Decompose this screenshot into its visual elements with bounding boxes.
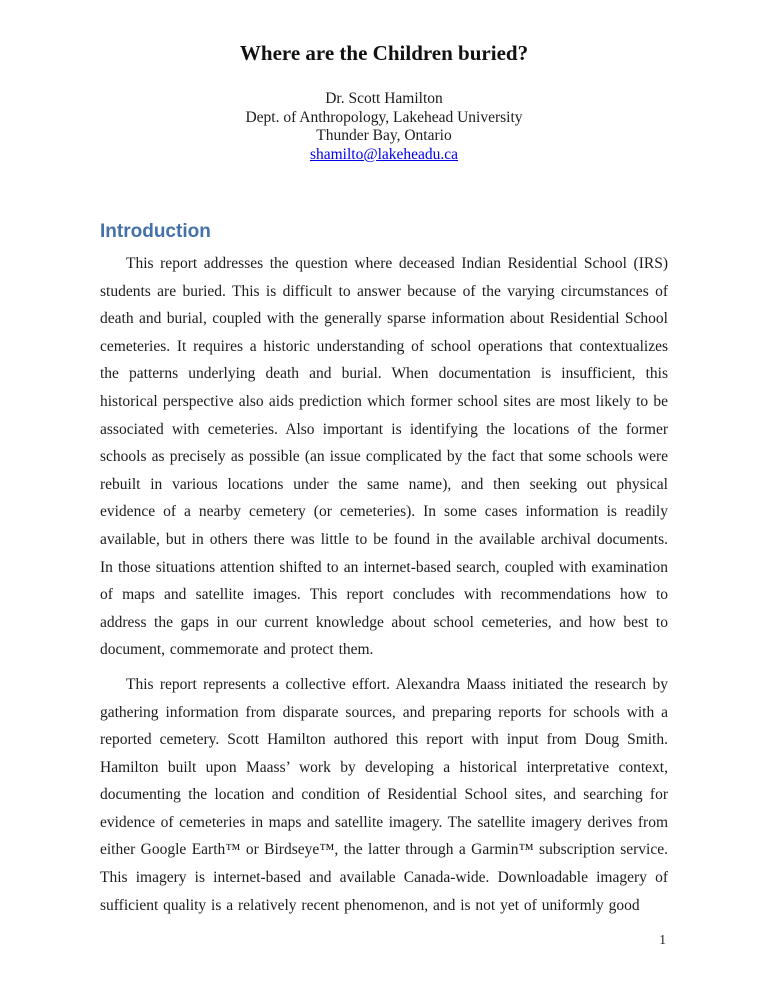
page-number: 1 bbox=[659, 932, 666, 947]
introduction-paragraph-2: This report represents a collective effort. Alexandra Maass initiated the research by gathering information from disparate sources, and preparing reports for schools with a reported cemetery. Scott Hamilton authored this report with input from Doug Smith. Hamilton built upon Maass’ work by developing a historical interpretative context, documenting the location and condition of Residential School sites, and searching for evidence of cemeteries in maps and satellite imagery. The satellite imagery derives from either Google Earth™ or Birdseye™, the latter through a Garmin™ subscription service. This imagery is internet-based and available Canada-wide. Downloadable imagery of sufficient quality is a relatively recent phenomenon, and is not yet of uniformly good bbox=[100, 675, 668, 914]
author-affiliation: Dept. of Anthropology, Lakehead University bbox=[245, 108, 523, 126]
author-email-link[interactable]: shamilto@lakeheadu.ca bbox=[309, 145, 459, 163]
section-heading-introduction: Introduction bbox=[100, 221, 211, 242]
author-location: Thunder Bay, Ontario bbox=[316, 127, 452, 144]
author-name: Dr. Scott Hamilton bbox=[325, 90, 443, 107]
introduction-paragraph-1: This report addresses the question where deceased Indian Residential School (IRS) students are buried. This is difficult to answer because of the varying circumstances of death and burial, coupled with the generally sparse information about Residential School cemeteries. It requires a historic understanding of school operations that contextualizes the patterns underlying death and burial. When documentation is insufficient, this historical perspective also aids prediction which former school sites are most likely to be associated with cemeteries. Also important is identifying the locations of the former schools as precisely as possible (an issue complicated by the fact that some schools were rebuilt in various locations under the same name), and then seeking out physical evidence of a nearby cemetery (or cemeteries). In some cases information is readily available, but in others there was little to be found in the available archival documents. In those situations attention shifted to an internet-based search, coupled with examination of maps and satellite images. This report concludes with recommendations how to address the gaps in our current knowledge about school cemeteries, and how best to document, commemorate and protect them. bbox=[100, 255, 668, 659]
document-title: Where are the Children buried? bbox=[239, 41, 529, 65]
author-block bbox=[100, 90, 668, 164]
